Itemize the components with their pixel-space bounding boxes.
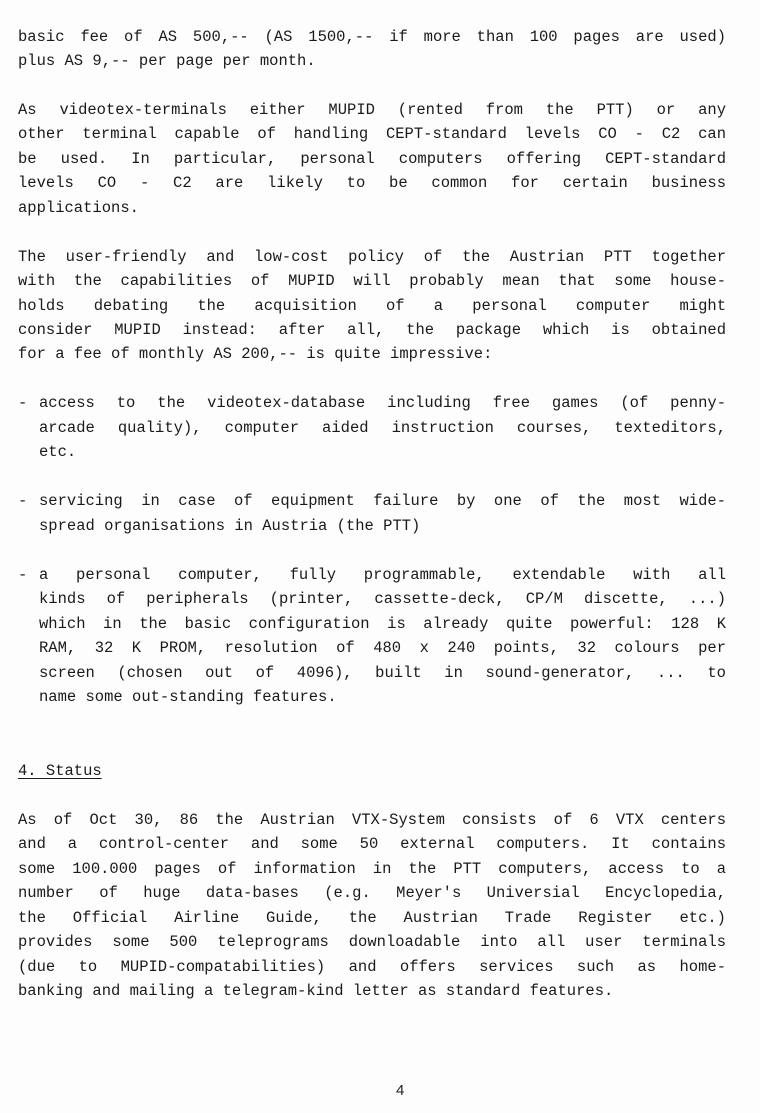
page-number: 4 [396,1082,405,1099]
bullet-computer-line: kinds of peripherals (printer, cassette-deck, CP/M discette, ...) [39,590,726,608]
paragraph-terminals-line: other terminal capable of handling CEPT-standard levels CO - C2 can [18,125,726,143]
bullet-marker: - [18,492,28,510]
bullet-servicing-line: spread organisations in Austria (the PTT) [39,517,421,535]
status-paragraph-line: provides some 500 teleprograms downloadable into all user terminals [18,933,726,951]
bullet-marker: - [18,394,28,412]
paragraph-terminals-line: be used. In particular, personal computers offering CEPT-standard [18,150,726,168]
paragraph-policy-line: holds debating the acquisition of a personal computer might [18,297,726,315]
bullet-computer-line: which in the basic configuration is already quite powerful: 128 K [39,615,726,633]
bullet-access-line: arcade quality), computer aided instruction courses, texteditors, [39,419,726,437]
status-paragraph-line: and a control-center and some 50 external computers. It contains [18,835,726,853]
bullet-computer-line: a personal computer, fully programmable, extendable with all [39,566,726,584]
paragraph-terminals-line: applications. [18,199,139,217]
bullet-marker: - [18,566,28,584]
status-paragraph-line: some 100.000 pages of information in the PTT computers, access to a [18,860,726,878]
paragraph-fee-line: basic fee of AS 500,-- (AS 1500,-- if more than 100 pages are used) [18,28,726,46]
bullet-computer-line: screen (chosen out of 4096), built in sound-generator, ... to [39,664,726,682]
bullet-computer-line: name some out-standing features. [39,688,337,706]
paragraph-policy-line: consider MUPID instead: after all, the package which is obtained [18,321,726,339]
status-paragraph-line: As of Oct 30, 86 the Austrian VTX-System consists of 6 VTX centers [18,811,726,829]
bullet-access-line: etc. [39,443,77,461]
bullet-servicing-line: servicing in case of equipment failure by one of the most wide- [39,492,726,510]
paragraph-policy-line: The user-friendly and low-cost policy of the Austrian PTT together [18,248,726,266]
section-heading: 4. Status [18,762,102,780]
paragraph-terminals-line: levels CO - C2 are likely to be common for certain business [18,174,726,192]
paragraph-fee-line: plus AS 9,-- per page per month. [18,52,316,70]
paragraph-terminals-line: As videotex-terminals either MUPID (rented from the PTT) or any [18,101,726,119]
status-paragraph-line: number of huge data-bases (e.g. Meyer's Universial Encyclopedia, [18,884,726,902]
status-paragraph-line: (due to MUPID-compatabilities) and offers services such as home- [18,958,726,976]
status-paragraph-line: banking and mailing a telegram-kind letter as standard features. [18,982,614,1000]
paragraph-policy-line: for a fee of monthly AS 200,-- is quite impressive: [18,345,493,363]
status-paragraph-line: the Official Airline Guide, the Austrian Trade Register etc.) [18,909,726,927]
paragraph-policy-line: with the capabilities of MUPID will probably mean that some house- [18,272,726,290]
bullet-access-line: access to the videotex-database including free games (of penny- [39,394,726,412]
bullet-computer-line: RAM, 32 K PROM, resolution of 480 x 240 points, 32 colours per [39,639,726,657]
